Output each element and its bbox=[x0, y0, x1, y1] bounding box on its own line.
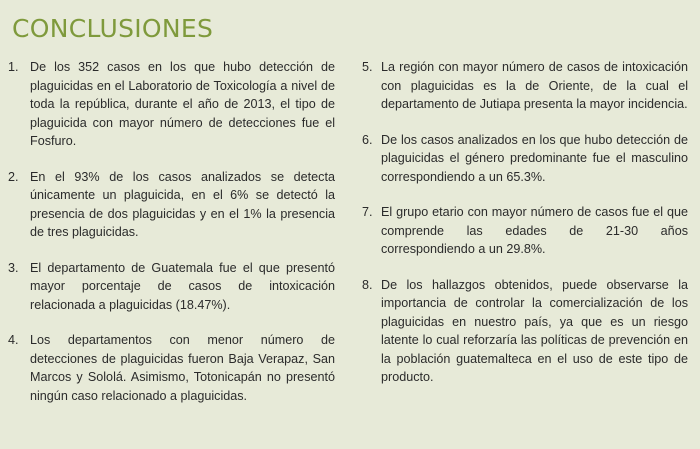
item-text: De los hallazgos obtenidos, puede observarse la importancia de controlar la comercialización de los plaguicidas en nuestro país, ya que es un riesgo latente lo cual reforzaría las políticas de prevención en la población guatemalteca en el uso de este tipo de producto. bbox=[381, 277, 688, 384]
item-number: 7. bbox=[362, 205, 373, 219]
item-number: 2. bbox=[8, 169, 19, 184]
item-text: El departamento de Guatemala fue el que presentó mayor porcentaje de casos de intoxicación relacionada a plaguicidas (18.47%). bbox=[30, 260, 335, 312]
conclusion-item-1 bbox=[8, 58, 335, 151]
conclusion-item-8 bbox=[362, 276, 688, 387]
item-number: 1. bbox=[8, 60, 19, 74]
conclusion-item-6 bbox=[362, 131, 688, 187]
conclusion-item-4 bbox=[8, 331, 335, 405]
item-number: 5. bbox=[362, 60, 373, 74]
item-text: De los 352 casos en los que hubo detección de plaguicidas en el Laboratorio de Toxicología a nivel de toda la república, durante el año de 2013, el tipo de plaguicida con mayor número de detecciones fue el Fosfuro. bbox=[30, 60, 335, 148]
conclusion-item-3 bbox=[8, 259, 335, 315]
conclusions-column-left bbox=[8, 58, 335, 422]
item-number: 3. bbox=[8, 260, 19, 275]
item-text: En el 93% de los casos analizados se detecta únicamente un plaguicida, en el 6% se detectó la presencia de dos plaguicidas y en el 1% la presencia de tres plaguicidas. bbox=[30, 169, 335, 239]
item-text: De los casos analizados en los que hubo detección de plaguicidas el género predominante fue el masculino correspondiendo a un 65.3%. bbox=[381, 132, 688, 184]
item-text: La región con mayor número de casos de intoxicación con plaguicidas es la de Oriente, de la cual el departamento de Jutiapa presenta la mayor incidencia. bbox=[381, 60, 688, 111]
item-number: 6. bbox=[362, 132, 373, 147]
conclusion-item-2 bbox=[8, 168, 335, 242]
conclusion-item-5 bbox=[362, 58, 688, 114]
item-number: 4. bbox=[8, 333, 19, 347]
conclusions-column-right bbox=[362, 58, 688, 404]
item-text: El grupo etario con mayor número de casos fue el que comprende las edades de 21-30 años correspondiendo a un 29.8%. bbox=[381, 205, 688, 256]
item-text: Los departamentos con menor número de detecciones de plaguicidas fueron Baja Verapaz, San Marcos y Sololá. Asimismo, Totonicapán no presentó ningún caso relacionado a plaguicidas. bbox=[30, 333, 335, 403]
item-number: 8. bbox=[362, 277, 373, 292]
page-title: CONCLUSIONES bbox=[12, 14, 214, 43]
conclusion-item-7 bbox=[362, 203, 688, 259]
